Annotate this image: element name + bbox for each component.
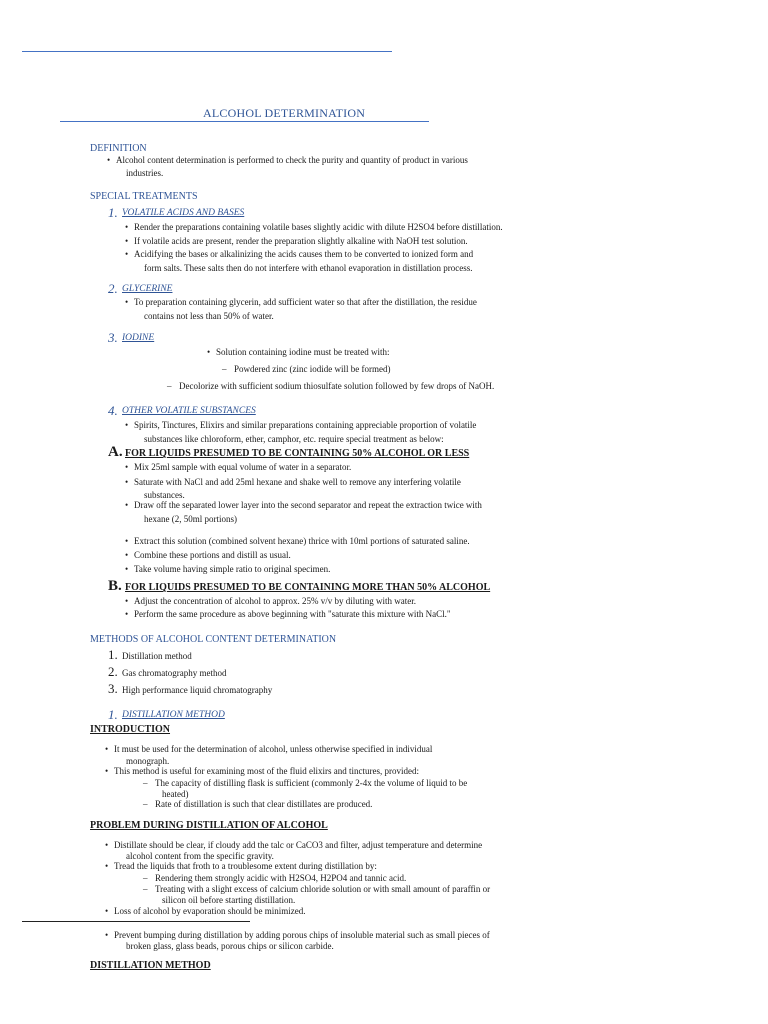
- a-bullet-4: • Extract this solution (combined solvent hexane) thrice with 10ml portions of saturated saline.: [134, 536, 470, 547]
- s4-title: OTHER VOLATILE SUBSTANCES: [122, 406, 256, 416]
- intro-dash-1-cont: heated): [162, 789, 189, 799]
- method-3-label: High performance liquid chromatography: [122, 685, 273, 695]
- s3-dash-1: – Powdered zinc (zinc iodide will be formed): [234, 364, 390, 375]
- title-underline: [60, 121, 429, 122]
- problem-bullet-4: • Prevent bumping during distillation by adding porous chips of insoluble material such as small pieces of: [114, 930, 490, 941]
- distillation-title: DISTILLATION METHOD: [122, 710, 225, 720]
- problem-bullet-1: • Distillate should be clear, if cloudy add the talc or CaCO3 and filter, adjust temperature and determine: [114, 840, 482, 851]
- s4-bullet-1-cont: substances like chloroform, ether, camphor, etc. require special treatment as below:: [144, 434, 444, 444]
- s3-bullet-1: • Solution containing iodine must be treated with:: [216, 347, 389, 358]
- header-rule: [22, 51, 392, 52]
- footnote-separator: [22, 921, 250, 922]
- intro-dash-2: – Rate of distillation is such that clear distillates are produced.: [155, 799, 372, 810]
- intro-bullet-1: • It must be used for the determination of alcohol, unless otherwise specified in individual: [114, 744, 432, 755]
- a-bullet-5: • Combine these portions and distill as usual.: [134, 550, 291, 561]
- s1-bullet-2: • If volatile acids are present, render the preparation slightly alkaline with NaOH test solution.: [134, 236, 468, 247]
- intro-dash-1: – The capacity of distilling flask is sufficient (commonly 2-4x the volume of liquid to be: [155, 778, 467, 789]
- problem-dash-1: – Rendering them strongly acidic with H2SO4, H2PO4 and tannic acid.: [155, 873, 406, 884]
- s1-bullet-3-cont: form salts. These salts then do not interfere with ethanol evaporation in distillation process.: [144, 263, 473, 273]
- definition-bullet-cont: industries.: [126, 168, 164, 178]
- problem-heading: PROBLEM DURING DISTILLATION OF ALCOHOL: [90, 820, 328, 831]
- problem-bullet-1-cont: alcohol content from the specific gravity.: [126, 851, 274, 861]
- section-a-title: FOR LIQUIDS PRESUMED TO BE CONTAINING 50% ALCOHOL OR LESS: [125, 448, 470, 459]
- a-bullet-3: • Draw off the separated lower layer into the second separator and repeat the extraction twice with: [134, 500, 482, 511]
- s1-number: 1.: [108, 205, 118, 220]
- distillation-number: 1.: [108, 707, 118, 722]
- s1-bullet-3: • Acidifying the bases or alkalinizing the acids causes them to be converted to ionized form and: [134, 249, 473, 260]
- s1-title: VOLATILE ACIDS AND BASES: [122, 208, 245, 218]
- method-2-label: Gas chromatography method: [122, 668, 227, 678]
- method-2-number: 2.: [108, 664, 118, 679]
- intro-bullet-1-cont: monograph.: [126, 756, 170, 766]
- a-bullet-2: • Saturate with NaCl and add 25ml hexane and shake well to remove any interfering volatile: [134, 477, 461, 488]
- introduction-heading: INTRODUCTION: [90, 724, 171, 735]
- method-1-label: Distillation method: [122, 651, 192, 661]
- distillation-method-heading: DISTILLATION METHOD: [90, 960, 211, 971]
- s4-number: 4.: [108, 403, 118, 418]
- intro-bullet-2: • This method is useful for examining most of the fluid elixirs and tinctures, provided:: [114, 766, 419, 777]
- s2-number: 2.: [108, 281, 118, 296]
- page-title: ALCOHOL DETERMINATION: [203, 106, 366, 120]
- a-bullet-2-cont: substances.: [144, 490, 185, 500]
- s3-dash-2: – Decolorize with sufficient sodium thiosulfate solution followed by few drops of NaOH.: [179, 381, 494, 392]
- s2-title: GLYCERINE: [122, 284, 173, 294]
- method-1-number: 1.: [108, 647, 118, 662]
- s2-bullet-1-cont: contains not less than 50% of water.: [144, 311, 274, 321]
- section-b-letter: B.: [108, 578, 122, 594]
- method-3-number: 3.: [108, 681, 118, 696]
- b-bullet-1: • Adjust the concentration of alcohol to approx. 25% v/v by diluting with water.: [134, 596, 416, 607]
- special-treatments-heading: SPECIAL TREATMENTS: [90, 191, 198, 202]
- a-bullet-6: • Take volume having simple ratio to original specimen.: [134, 564, 330, 575]
- s4-bullet-1: • Spirits, Tinctures, Elixirs and similar preparations containing appreciable proportion of volatile: [134, 420, 476, 431]
- section-a-letter: A.: [108, 444, 123, 460]
- section-b-title: FOR LIQUIDS PRESUMED TO BE CONTAINING MORE THAN 50% ALCOHOL: [125, 582, 491, 593]
- s3-number: 3.: [108, 330, 118, 345]
- problem-bullet-3: • Loss of alcohol by evaporation should be minimized.: [114, 906, 305, 917]
- a-bullet-3-cont: hexane (2, 50ml portions): [144, 514, 237, 524]
- problem-dash-2: – Treating with a slight excess of calcium chloride solution or with small amount of paraffin or: [155, 884, 490, 895]
- definition-heading: DEFINITION: [90, 143, 147, 154]
- s2-bullet-1: • To preparation containing glycerin, add sufficient water so that after the distillation, the residue: [134, 297, 477, 308]
- s3-title: IODINE: [122, 333, 155, 343]
- b-bullet-2: • Perform the same procedure as above beginning with "saturate this mixture with NaCl.": [134, 609, 451, 620]
- problem-bullet-2: • Tread the liquids that froth to a troublesome extent during distillation by:: [114, 861, 377, 872]
- a-bullet-1: • Mix 25ml sample with equal volume of water in a separator.: [134, 462, 351, 473]
- methods-heading: METHODS OF ALCOHOL CONTENT DETERMINATION: [90, 634, 337, 645]
- definition-bullet: • Alcohol content determination is performed to check the purity and quantity of product in various: [116, 155, 468, 166]
- problem-dash-2-cont: silicon oil before starting distillation.: [162, 895, 296, 905]
- s1-bullet-1: • Render the preparations containing volatile bases slightly acidic with dilute H2SO4 before distillation.: [134, 222, 503, 233]
- problem-bullet-4-cont: broken glass, glass beads, porous chips or silicon carbide.: [126, 941, 334, 951]
